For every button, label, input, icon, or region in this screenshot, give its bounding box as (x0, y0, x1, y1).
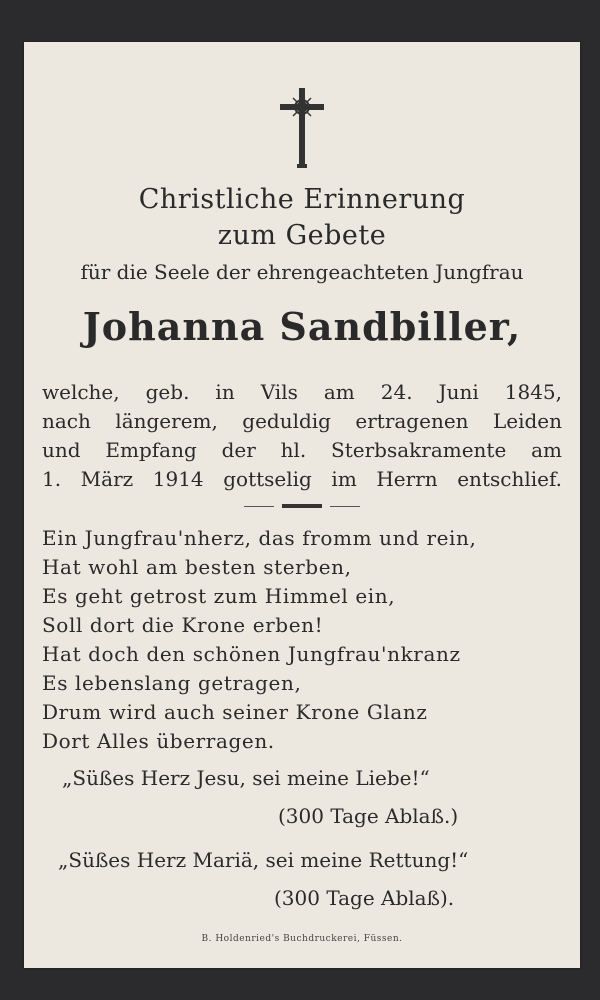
heading-line-3: für die Seele der ehrengeachteten Jungfrau (80, 260, 524, 284)
prayer-sacred-heart-jesus: „Süßes Herz Jesu, sei meine Liebe!“ (62, 766, 430, 790)
poem-line: Dort Alles überragen. (42, 729, 275, 753)
memorial-card (24, 42, 580, 968)
bio-line: welche, geb. in Vils am 24. Juni 1845, (42, 380, 562, 404)
poem-line: Ein Jungfrau'nherz, das fromm und rein, (42, 526, 477, 550)
poem-line: Drum wird auch seiner Krone Glanz (42, 700, 428, 724)
poem-line: Hat wohl am besten sterben, (42, 555, 352, 579)
prayer-sacred-heart-mary: „Süßes Herz Mariä, sei meine Rettung!“ (58, 848, 469, 872)
indulgence-note-2: (300 Tage Ablaß). (274, 886, 455, 910)
bio-line: nach längerem, geduldig ertragenen Leiden (42, 409, 562, 433)
printer-imprint: B. Holdenried's Buchdruckerei, Füssen. (201, 934, 403, 944)
bio-line: 1. März 1914 gottselig im Herrn entschlief. (42, 467, 562, 491)
poem (42, 524, 562, 756)
indulgence-note-1: (300 Tage Ablaß.) (278, 804, 459, 828)
poem-line: Soll dort die Krone erben! (42, 613, 324, 637)
heading-line-1: Christliche Erinnerung (138, 184, 466, 215)
biography (42, 378, 562, 494)
divider (244, 504, 360, 510)
heading-line-2: zum Gebete (217, 220, 387, 251)
poem-line: Es geht getrost zum Himmel ein, (42, 584, 396, 608)
poem-line: Es lebenslang getragen, (42, 671, 302, 695)
cross-icon (278, 88, 326, 170)
poem-line: Hat doch den schönen Jungfrau'nkranz (42, 642, 461, 666)
bio-line: und Empfang der hl. Sterbsakramente am (42, 438, 562, 462)
deceased-name: Johanna Sandbiller, (82, 304, 522, 349)
